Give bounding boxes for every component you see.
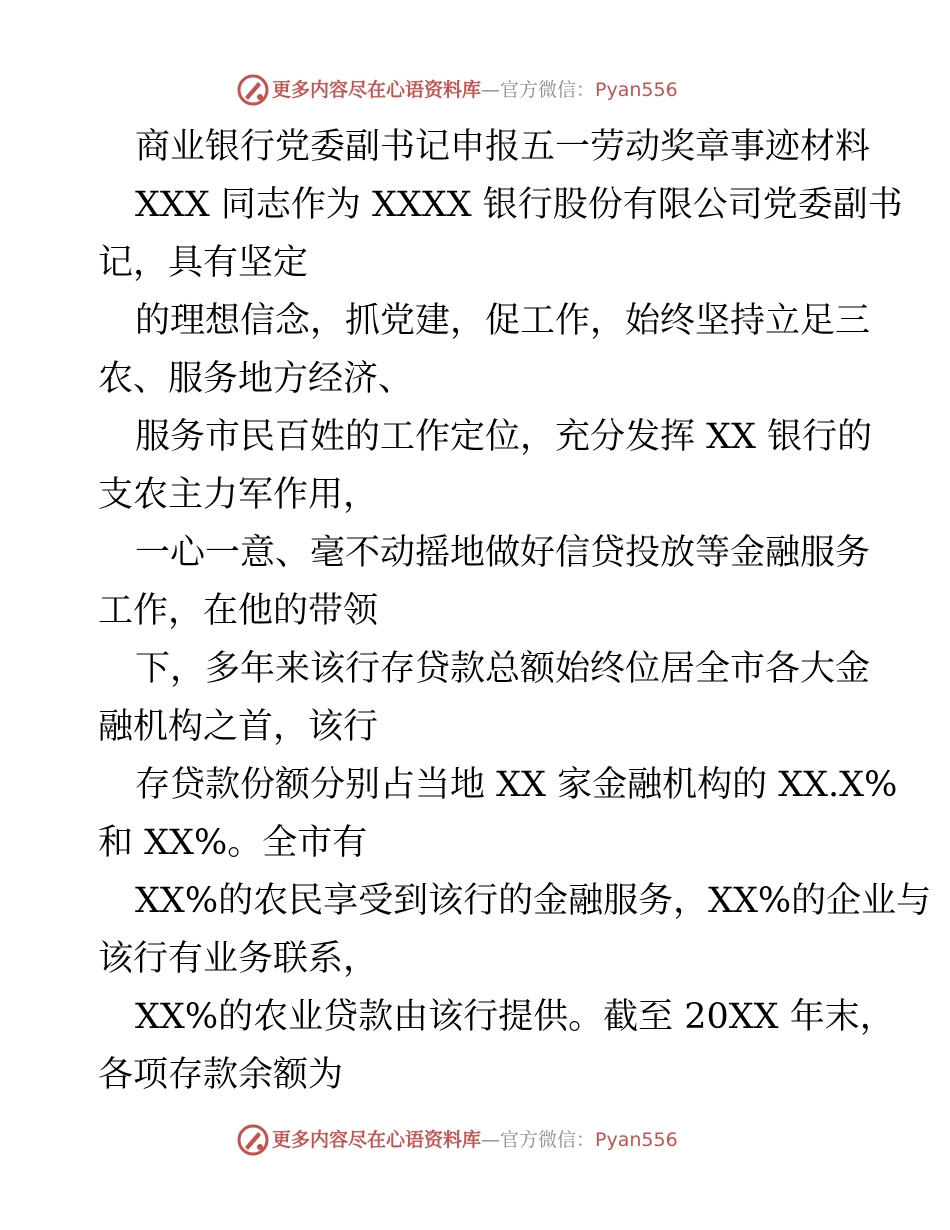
brush-seal-logo-icon [236,1123,270,1157]
text-line: 工作，在他的带领 [98,591,379,631]
header-banner-wechat-id: Pyan556 [595,79,678,101]
footer-banner-separator: —官方微信： [481,1129,596,1151]
text-line: 农、服务地方经济、 [98,359,414,399]
text-line: 融机构之首，该行 [98,707,379,747]
text-line: 该行有业务联系， [98,939,379,979]
text-line: 和 XX%。全市有 [98,823,368,863]
footer-banner [0,1120,950,1160]
header-banner-main: 更多内容尽在心语资料库 [272,79,482,101]
text-line: 下，多年来该行存贷款总额始终位居全市各大金 [135,649,871,689]
text-line: XXX 同志作为 XXXX 银行股份有限公司党委副书 [135,185,903,225]
header-banner-separator: —官方微信： [481,79,596,101]
text-line: 记，具有坚定 [98,243,309,283]
text-line: 的理想信念，抓党建，促工作，始终坚持立足三 [135,301,871,341]
footer-banner-main: 更多内容尽在心语资料库 [272,1129,482,1151]
document-title: 商业银行党委副书记申报五一劳动奖章事迹材料 [135,127,871,167]
text-line: XX%的农民享受到该行的金融服务，XX%的企业与 [135,881,932,921]
footer-banner-text [272,1128,678,1152]
text-line: XX%的农业贷款由该行提供。截至 20XX 年末， [135,997,895,1037]
text-line: 服务市民百姓的工作定位，充分发挥 XX 银行的 [135,417,873,457]
header-banner-text [272,78,678,102]
text-line: 支农主力军作用， [98,475,379,515]
text-line: 存贷款份额分别占当地 XX 家金融机构的 XX.X% [135,765,898,805]
footer-banner-wechat-id: Pyan556 [595,1129,678,1151]
text-line: 各项存款余额为 [98,1055,344,1095]
header-banner [0,70,950,110]
text-line: 一心一意、毫不动摇地做好信贷投放等金融服务 [135,533,871,573]
brush-seal-logo-icon [236,73,270,107]
